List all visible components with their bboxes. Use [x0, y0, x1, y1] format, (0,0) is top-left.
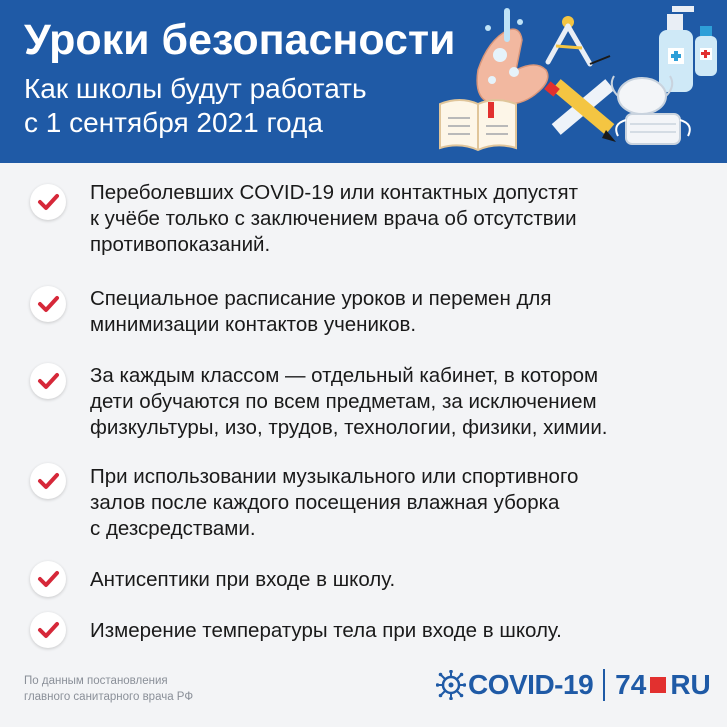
checkmark-icon — [30, 286, 66, 322]
source-note: По данным постановления главного санитарного врача РФ — [24, 675, 194, 703]
checkmark-icon — [30, 463, 66, 499]
site-suffix: RU — [670, 669, 711, 700]
sanitizer-bottle-icon — [659, 6, 717, 92]
virus-icon — [436, 670, 466, 700]
list-item-text: Антисептики при входе в школу. — [90, 568, 396, 591]
checkmark-icon — [30, 561, 66, 597]
checkmark-icon — [30, 612, 66, 648]
page-title: Уроки безопасности — [24, 16, 456, 64]
red-square-icon — [650, 677, 666, 693]
checkmark-icon — [30, 184, 66, 220]
list-item-text: За каждым классом — отдельный кабинет, в котором дети обучаются по всем предметам, за исключением физкультуры, изо, трудов, технологии, физики, химии. — [90, 364, 608, 439]
list-item-text: Переболевших COVID-19 или контактных допустят к учёбе только с заключением врача об отсутствии противопоказаний. — [90, 181, 578, 256]
site-logo[interactable] — [615, 669, 711, 701]
page-subtitle: Как школы будут работать с 1 сентября 2021 года — [24, 73, 367, 138]
brand-logos — [436, 665, 711, 705]
header-banner — [0, 0, 727, 163]
logo-divider — [603, 669, 605, 701]
pencil-ruler-icon — [544, 79, 616, 142]
list-item-text: Специальное расписание уроков и перемен для минимизации контактов учеников. — [90, 287, 552, 336]
header-illustration — [0, 0, 727, 163]
covid-logo — [436, 669, 593, 701]
list-item-text: Измерение температуры тела при входе в школу. — [90, 619, 562, 642]
covid-label: COVID-19 — [468, 669, 594, 700]
compass-icon — [548, 16, 610, 64]
list-item-text: При использовании музыкального или спортивного залов после каждого посещения влажная уборка с дезсредствами. — [90, 465, 579, 540]
checkmark-icon — [30, 363, 66, 399]
hand-wash-icon — [477, 8, 548, 104]
site-number: 74 — [615, 669, 647, 700]
book-icon — [440, 100, 516, 150]
